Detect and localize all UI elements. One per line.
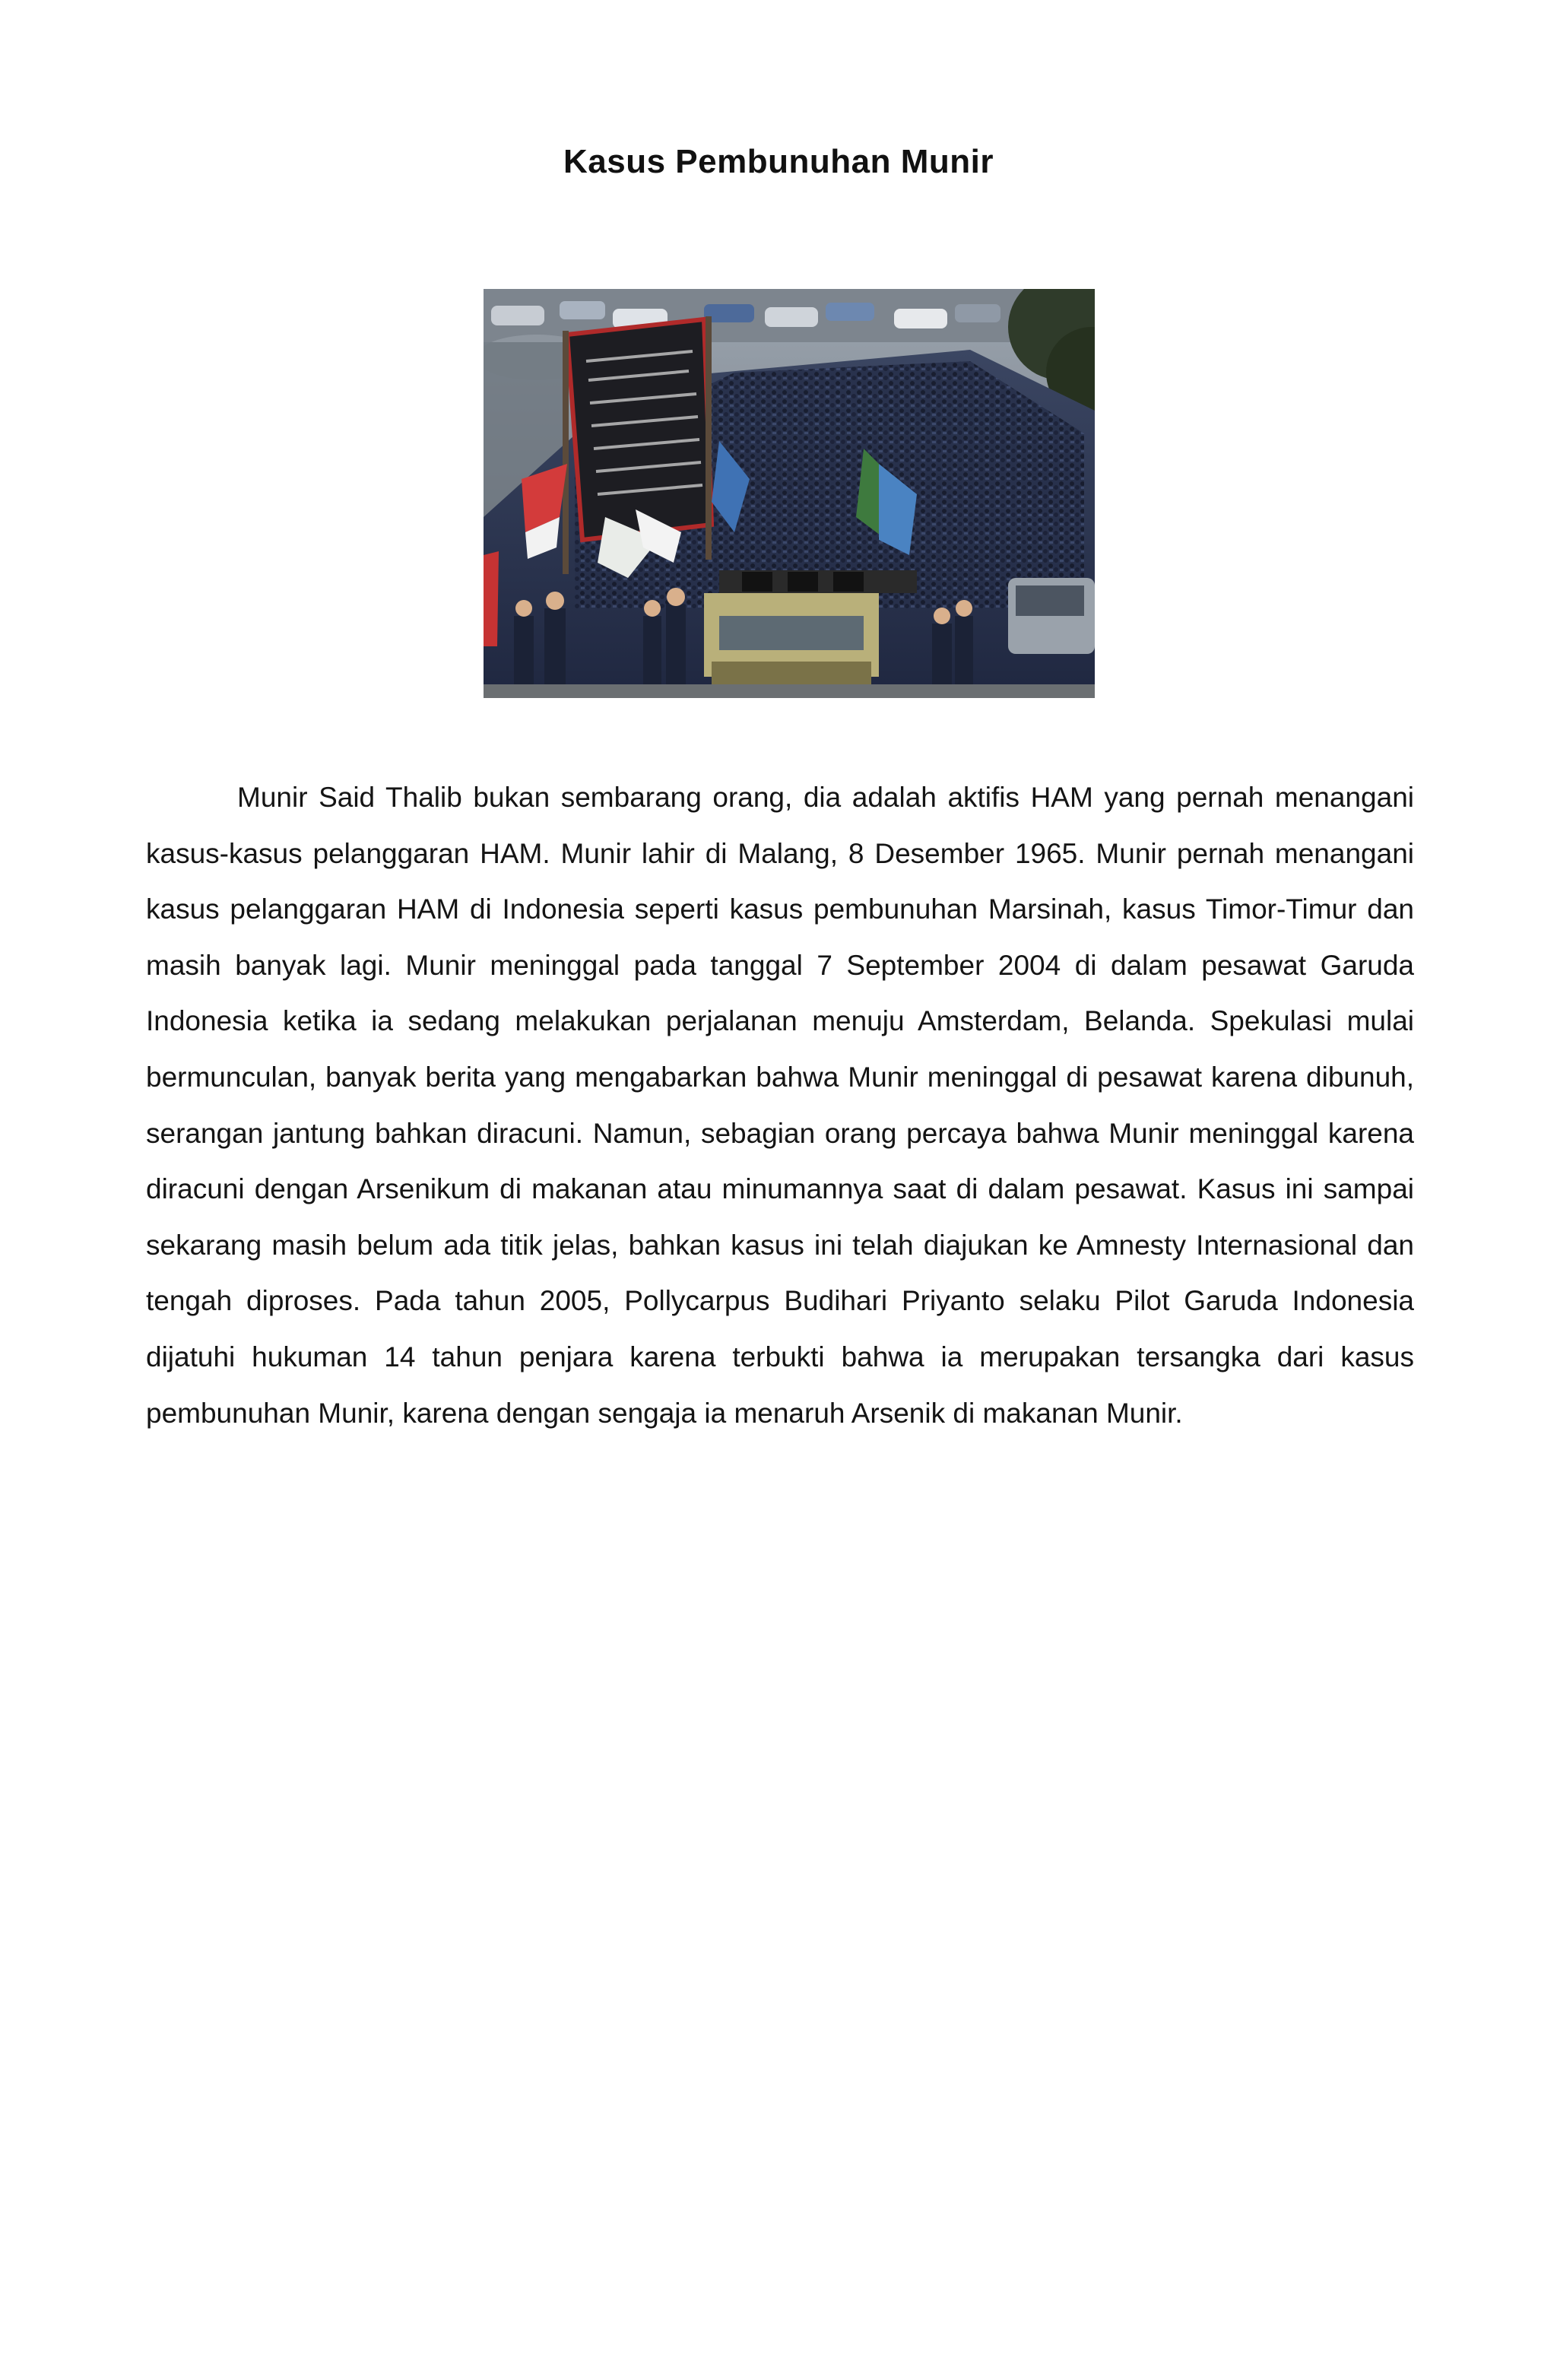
protest-crowd-photo (484, 289, 1095, 698)
page-title: Kasus Pembunuhan Munir (563, 143, 994, 180)
body-paragraph: Munir Said Thalib bukan sembarang orang, dia adalah aktifis HAM yang pernah menangani kasus-kasus pelanggaran HAM. Munir lahir di Malang, 8 Desember 1965. Munir pernah menangani kasus pelanggaran HAM di Indonesia seperti kasus pembunuhan Marsinah, kasus Timor-Timur dan masih banyak lagi. Munir meninggal pada tanggal 7 September 2004 di dalam pesawat Garuda Indonesia ketika ia sedang melakukan perjalanan menuju Amsterdam, Belanda. Spekulasi mulai bermunculan, banyak berita yang mengabarkan bahwa Munir meninggal di pesawat karena dibunuh, serangan jantung bahkan diracuni. Namun, sebagian orang percaya bahwa Munir meninggal karena diracuni dengan Arsenikum di makanan atau minumannya saat di dalam pesawat. Kasus ini sampai sekarang masih belum ada titik jelas, bahkan kasus ini telah diajukan ke Amnesty Internasional dan tengah diproses. Pada tahun 2005, Pollycarpus Budihari Priyanto selaku Pilot Garuda Indonesia dijatuhi hukuman 14 tahun penjara karena terbukti bahwa ia merupakan tersangka dari kasus pembunuhan Munir, karena dengan sengaja ia menaruh Arsenik di makanan Munir. (146, 782, 1414, 1429)
photo-illustration (484, 289, 1095, 698)
